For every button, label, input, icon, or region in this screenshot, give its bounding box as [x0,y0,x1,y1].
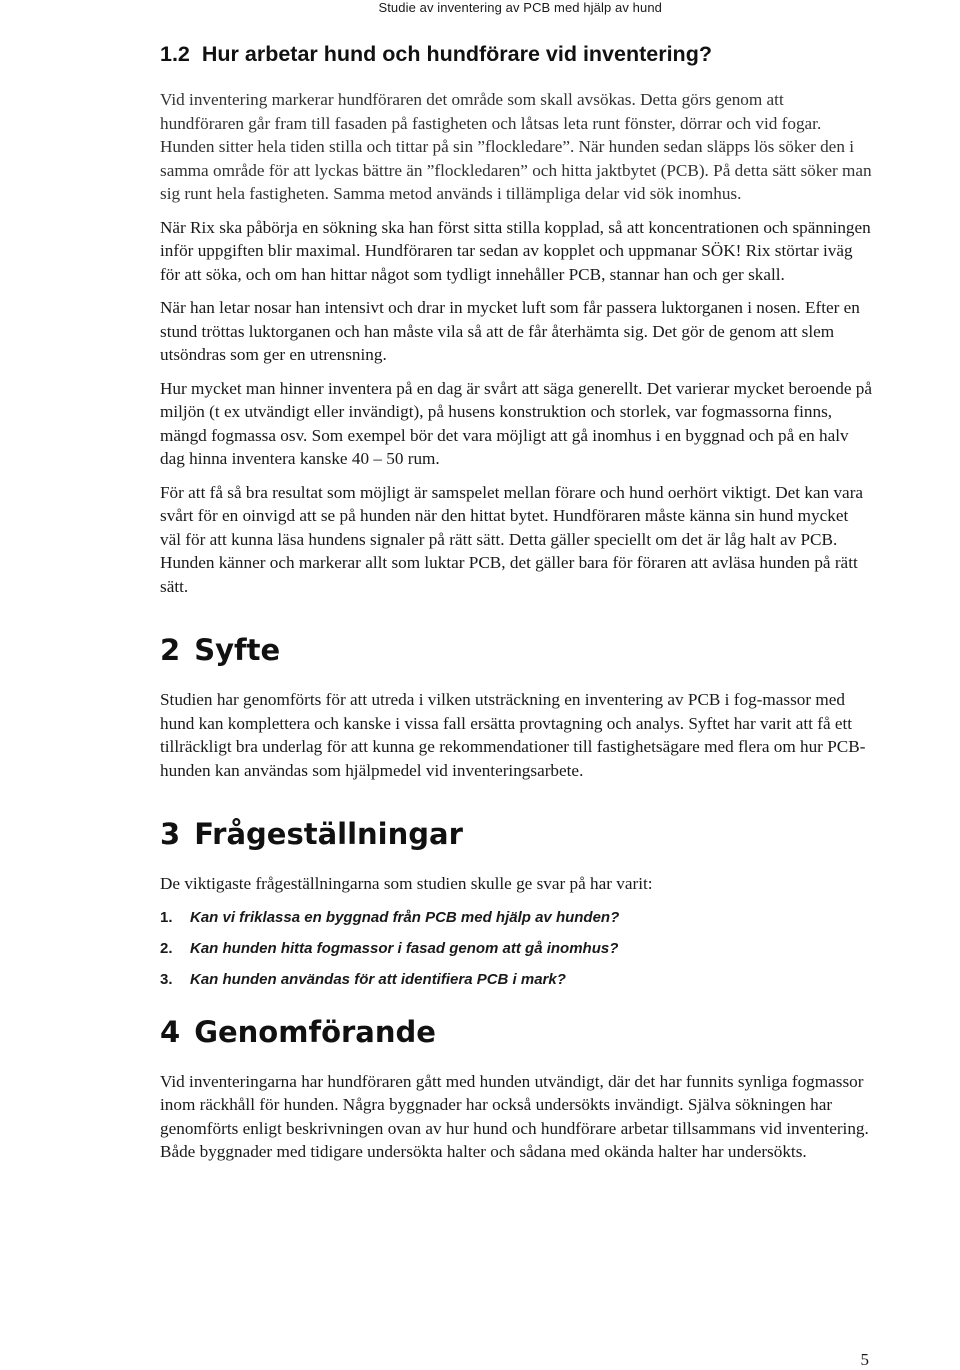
section-title: Syfte [194,633,281,667]
section-spacer [160,792,872,816]
section-heading-3 [160,816,872,852]
page-content [160,40,872,1174]
section-title: Genomförande [194,1014,436,1049]
list-item-number: 2. [160,939,173,957]
section-number: 4 [160,1014,181,1049]
list-item [160,908,872,928]
list-item-text: Kan hunden hitta fogmassor i fasad genom att gå inomhus? [190,939,619,957]
section-number: 1.2 [160,42,190,66]
list-item-number: 3. [160,970,173,988]
section-number: 3 [160,817,181,851]
page-number: 5 [860,1350,869,1369]
paragraph: Studien har genomförts för att utreda i vilken utsträckning en inventering av PCB i fog-massor med hund kan komplettera och kanske i vissa fall ersätta provtagning och analys. Syftet har varit att få ett tillräckligt bra underlag för att kunna ge rekommendationer till fastighetsägare med flera om hur PCB-hunden kan användas som hjälpmedel vid inventeringsarbete. [160,690,866,780]
paragraph: När han letar nosar han intensivt och drar in mycket luft som får passera luktorganen i nosen. Efter en stund tröttas luktorganen och han måste vila så att de får återhämta sig. Det gör de genom att slem utsöndras som ger en utrensning. [160,298,860,364]
list-item [160,939,872,959]
section-title: Frågeställningar [194,817,463,851]
list-item-text: Kan vi friklassa en byggnad från PCB med hjälp av hunden? [190,908,620,926]
paragraph: De viktigaste frågeställningarna som studien skulle ge svar på har varit: [160,874,653,893]
question-list [160,908,872,990]
paragraph: Vid inventering markerar hundföraren det område som skall avsökas. Detta görs genom att hundföraren går fram till fasaden på fastigheten och låtsas leta runt fönster, dörrar och vid fogar. Hunden sitter hela tiden stilla och tittar på sin ”flockledare”. När hunden sedan släpps lös söker den i samma område för att lyckas bättre än ”flockledaren” och hitta jaktbytet (PCB). På detta sätt söker man sig runt hela fastigheten. Samma metod används i tillämpliga delar vid sök inomhus. [160,90,872,203]
list-item-number: 1. [160,908,173,926]
paragraph: För att få så bra resultat som möjligt är samspelet mellan förare och hund oerhört viktigt. Det kan vara svårt för en oinvigd att se på hunden när den hittat bytet. Hundföraren måste känna sin hund mycket väl för att kunna läsa hundens signaler på rätt sätt. Detta gäller speciellt om det är låg halt av PCB. Hunden känner och markerar allt som luktar PCB, det gäller bara för föraren att avläsa hunden på rätt sätt. [160,482,864,596]
list-item-text: Kan hunden användas för att identifiera PCB i mark? [190,970,566,988]
section-heading-1-2 [160,40,872,68]
paragraph: Vid inventeringarna har hundföraren gått med hunden utvändigt, där det har funnits synliga fogmassor inom räckhåll för hunden. Några byggnader har också undersökts invändigt. Själva sökningen har genomförts enligt beskrivningen ovan av hur hund och hundförare arbetar tillsammans vid inventering. Både byggnader med tidigare undersökta halter och sådana med okända halter har undersökts. [160,1071,869,1161]
section-heading-2 [160,632,872,668]
paragraph: Hur mycket man hinner inventera på en dag är svårt att säga generellt. Det varierar mycket beroende på miljön (t ex utvändigt eller invändigt), på husens konstruktion och storlek, var fogmassorna finns, mängd fogmassa osv. Som exempel bör det vara möjligt att gå inomhus i en byggnad och på en halv dag hinna inventera kanske 40 – 50 rum. [160,378,873,468]
paragraph: När Rix ska påbörja en sökning ska han först sitta stilla kopplad, så att koncentrationen och spänningen inför uppgiften blir maximal. Hundföraren tar sedan av kopplet och uppmanar SÖK! Rix störtar iväg för att söka, och om han hittar något som tydligt innehåller PCB, stannar han och ger skall. [160,217,871,284]
section-spacer [160,608,872,632]
section-title: Hur arbetar hund och hundförare vid inventering? [201,42,712,66]
list-item [160,970,872,990]
running-header: Studie av inventering av PCB med hjälp av hund [378,0,662,15]
section-number: 2 [160,633,181,667]
section-heading-4 [160,1014,872,1050]
